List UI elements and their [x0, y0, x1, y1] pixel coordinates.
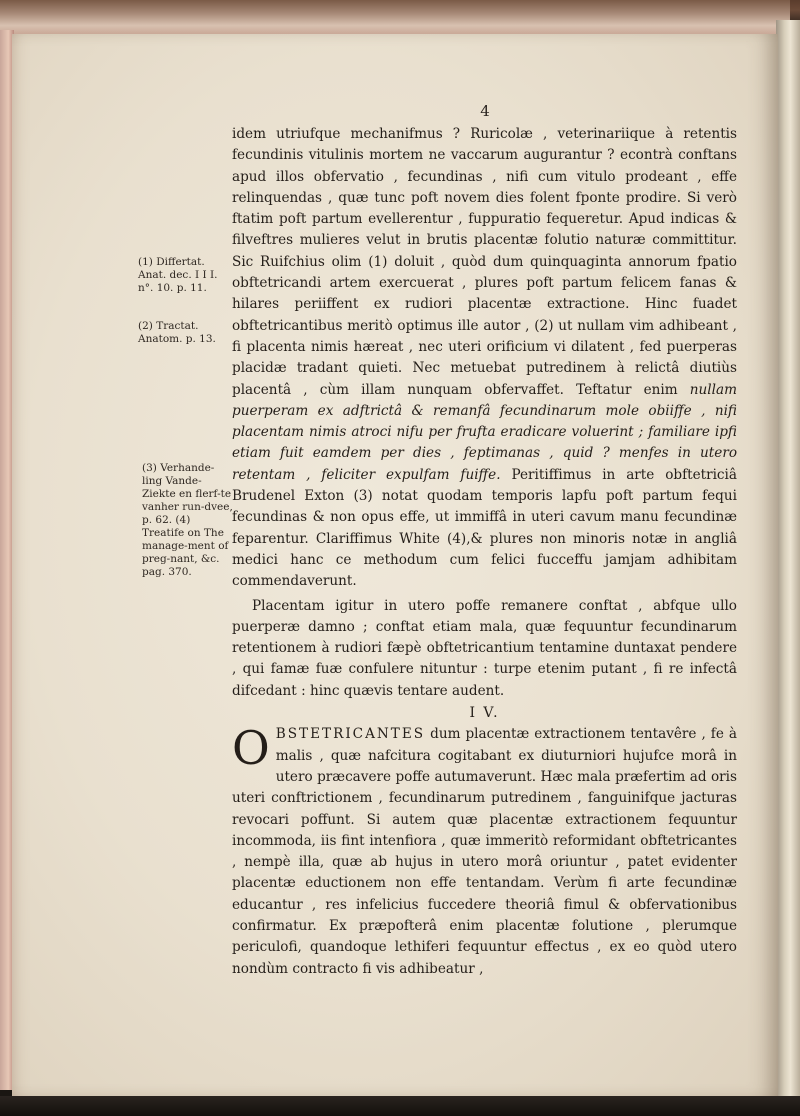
paragraph-1-quote: nullam puerperam ex adftrictâ & remanfâ fecundinarum mole obiiffe , nifi placentam nimis atroci nifu per frufta eradicare voluerint ; familiare ipfi etiam fuit eamdem per dies , feptimanas , quid ? menfes in utero retentam , feliciter expulfam fuiffe. [232, 381, 737, 483]
margin-note-1: (1) Differtat. Anat. dec. I I I. n°. 10. p. 11. [138, 256, 218, 294]
section-heading: I V. [469, 705, 500, 722]
paragraph-1-text-b: Peritiffimus in arte obftetriciâ Brudenel Exton (3) notat quodam temporis lapfu poft partum fequi fecundinas & non opus effe, ut immiffâ in uteri cavum manu fecundinæ feparentur. Clariffimus White (4),& plures non minoris notæ in angliâ medici hanc ce methodum cum felici fucceffu jamjam adhibitam commendaverunt. [232, 466, 737, 590]
margin-note-3: (3) Verhande-ling Vande-Ziekte en flerf-te vanher run-dvee, p. 62. (4) Treatife on The manage-ment of preg-nant, &c. pag. 370. [142, 462, 233, 578]
paragraph-3-text: dum placentæ extractionem tentavêre , fe à malis , quæ nafcitura cogitabant ex diuturniori hujufce morâ in utero præcavere poffe autumaverunt. Hæc mala præfertim ad oris uteri conftrictionem , fecundinarum putredinem , fanguinifque jacturas revocari poffunt. Si autem quæ placentæ extractionem fequuntur incommoda, iis fint intenfiora , quæ immeritò reformidant obftetricantes , nempè illa, quæ ab hujus in utero morâ oriuntur , patet evidenter placentæ eductionem non effe tentandam. Verùm fi arte fecundinæ educantur , res infelicius fuccedere theoriâ fimul & obfervationibus confirmatur. Ex præpofterâ enim placentæ folutione , plerumque periculofi, quandoque lethiferi fequuntur effectus , ex eo quòd utero nondùm contracto fi vis adhibeatur , [232, 726, 737, 977]
paragraph-1 [232, 124, 737, 593]
paragraph-1-text-a: idem utriufque mechanifmus ? Ruricolæ , veterinariique à retentis fecundinis vitulinis mortem ne vaccarum augurantur ? econtrà conftans apud illos obfervatio , fecundinas , nifi cum vitulo prodeant , effe relinquendas , quæ tunc poft novem dies folent fponte prodire. Si verò ftatim poft partum evellerentur , fuppuratio fequeretur. Apud indicas & filveftres mulieres velut in brutis placentæ folutio naturæ committitur. Sic Ruifchius olim (1) doluit , quòd dum quinquaginta annorum fpatio obftetricandi artem exercuerat , plures poft partum felicem fanas & hilares periiffent ex rudiori placentæ extractione. Hinc fuadet obftetricantibus meritò optimus ille autor , (2) ut nullam vim adhibeant , fi placenta nimis hæreat , nec uteri orificium vi dilatent , fed puerperas placidæ tradant quieti. Nec metuebat putredinem à relictâ diutiùs placentâ , cùm illam nunquam obfervaffet. Teftatur enim [232, 126, 737, 398]
margin-note-2: (2) Tractat. Anatom. p. 13. [138, 320, 216, 345]
paragraph-2: Placentam igitur in utero poffe remanere conftat , abfque ullo puerperæ damno ; conftat etiam mala, quæ fequuntur fecundinarum retentionem à rudiori fæpè obftetricantium tentamine duntaxat pendere , qui famæ fuæ confulere nituntur : turpe etenim putant , fi re infectâ difcedant : hinc quævis tentare audent. [232, 597, 737, 699]
drop-cap: O [232, 721, 270, 776]
main-text [232, 124, 737, 980]
paragraph-3-caps: BSTETRICANTES [275, 726, 426, 743]
page-number: 4 [480, 102, 490, 120]
paragraph-3 [232, 721, 737, 980]
